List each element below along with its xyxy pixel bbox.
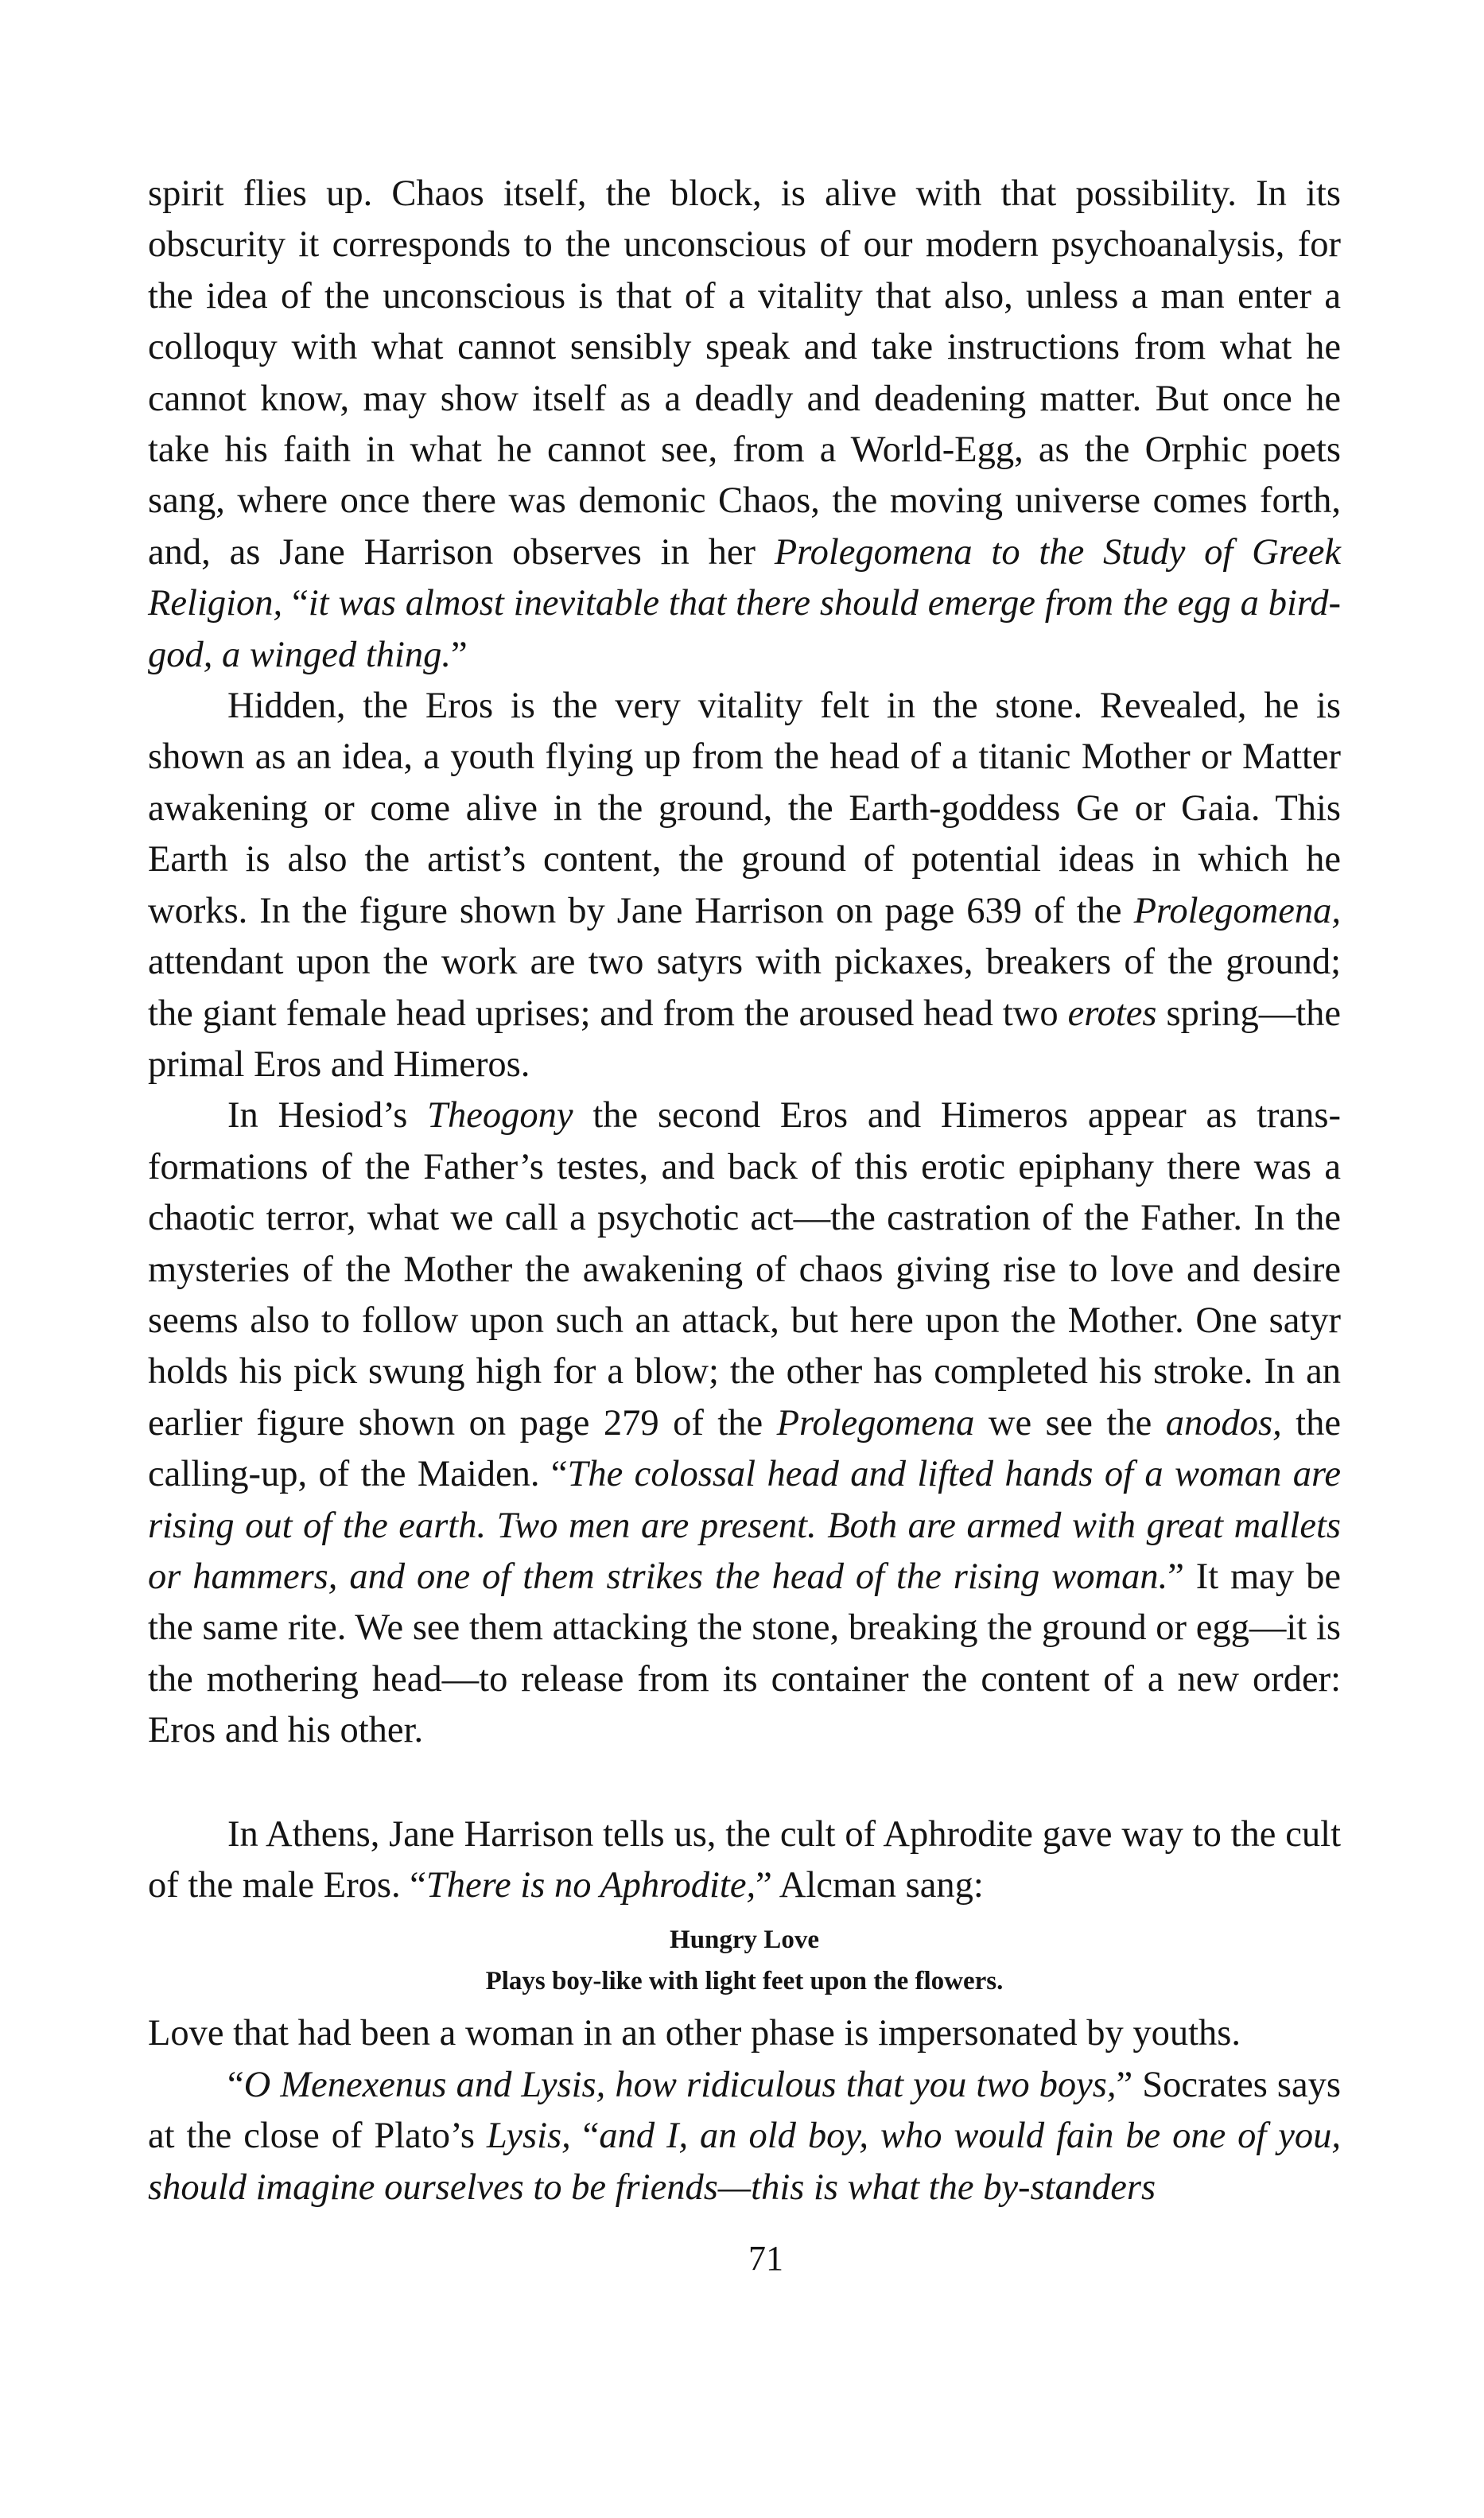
alcman-verse-quote [148, 1919, 1341, 2002]
verse-line: Hungry Love [670, 1925, 819, 1955]
italic-text: The colossal head and lifted hands of a woman are rising out of the earth. Two men are present. Both are armed with great mallets or hammers, and one of them strikes the head of the rising woman. [148, 1454, 1342, 1597]
italic-text: it was almost inevitable that there should emerge from the egg a bird-god, a winged thing. [148, 583, 1341, 675]
italic-text: erotes [1067, 993, 1157, 1034]
paragraph-love-youths: Love that had been a woman in an other phase is impersonated by youths. [148, 2013, 1241, 2054]
italic-text: Prolegomena to the Study of Greek Religion, [148, 531, 1342, 624]
paragraph-hesiod-theogony: In Hesiod’s Theogony the second Eros and Himeros appear as transformations of the Father’s testes, and back of this erotic epiphany there was a chaotic terror, what we call a psychotic act—the castration of the Father. In the mysteries of the Mother the awakening of chaos giving rise to love and desire seems also to follow upon such an attack, but here upon the Mother. One satyr holds his pick swung high for a blow; the other has completed his stroke. In an earlier figure shown on page 279 of the Prolegomena we see the anodos, the calling-up, of the Maiden. “The colossal head and lifted hands of a woman are rising out of the earth. Two men are present. Both are armed with great mallets or hammers, and one of them strikes the head of the rising woman.” It may be the same rite. We see them attacking the stone, breaking the ground or egg—it is the mothering head—to release from its container the content of a new order: Eros and his other. [148, 1095, 1342, 1751]
page-number: 71 [748, 2239, 783, 2278]
italic-text: Lysis, [486, 2116, 571, 2157]
paragraph-athens-aphrodite: In Athens, Jane Harrison tells us, the cult of Aphrodite gave way to the cult of the male Eros. “There is no Aphrodite,” Alcman sang: [148, 1813, 1341, 1906]
verse-line: Plays boy-like with light feet upon the flowers. [485, 1967, 1004, 1996]
italic-text: Prolegomena [776, 1402, 975, 1444]
italic-text: and I, an old boy, who would fain be one of you, should imagine ourselves to be friends—this is what the by-standers [148, 2116, 1342, 2208]
italic-text: anodos, [1165, 1402, 1282, 1444]
italic-text: Prolegomena, [1133, 890, 1341, 931]
italic-text: There is no Aphrodite, [425, 1865, 756, 1906]
paragraph-eros-revealed: Hidden, the Eros is the very vitality felt in the stone. Revealed, he is shown as an idea, a youth flying up from the head of a titanic Mother or Matter awakening or come alive in the ground, the Earth-goddess Ge or Gaia. This Earth is also the artist’s content, the ground of potential ideas in which he works. In the figure shown by Jane Harrison on page 639 of the Prolegomena, attendant upon the work are two satyrs with pickaxes, breakers of the ground; the giant female head uprises; and from the aroused head two erotes spring—the primal Eros and Himeros. [148, 686, 1342, 1085]
italic-text: Theogony [427, 1095, 573, 1137]
paragraph-plato-lysis: “O Menexenus and Lysis, how ridiculous that you two boys,” Socrates says at the close of Plato’s Lysis, “and I, an old boy, who would fain be one of you, should imagine ourselves to be friends—this is what the by-standers [148, 2064, 1342, 2208]
italic-text: O Menexenus and Lysis, how ridiculous that you two boys, [243, 2064, 1117, 2105]
book-page [148, 169, 1341, 2213]
paragraph-chaos-unconscious: spirit flies up. Chaos itself, the block, is alive with that possibility. In its obscurity it corresponds to the unconscious of our modern psychoanalysis, for the idea of the unconscious is that of a vitality that also, unless a man enter a colloquy with what cannot sensibly speak and take instructions from what he cannot know, may show itself as a deadly and deadening matter. But once he take his faith in what he cannot see, from a World-Egg, as the Orphic poets sang, where once there was demonic Chaos, the moving universe comes forth, and, as Jane Harrison observes in her Prolegomena to the Study of Greek Religion, “it was almost inevitable that there should emerge from the egg a bird-god, a winged thing.” [148, 173, 1342, 675]
